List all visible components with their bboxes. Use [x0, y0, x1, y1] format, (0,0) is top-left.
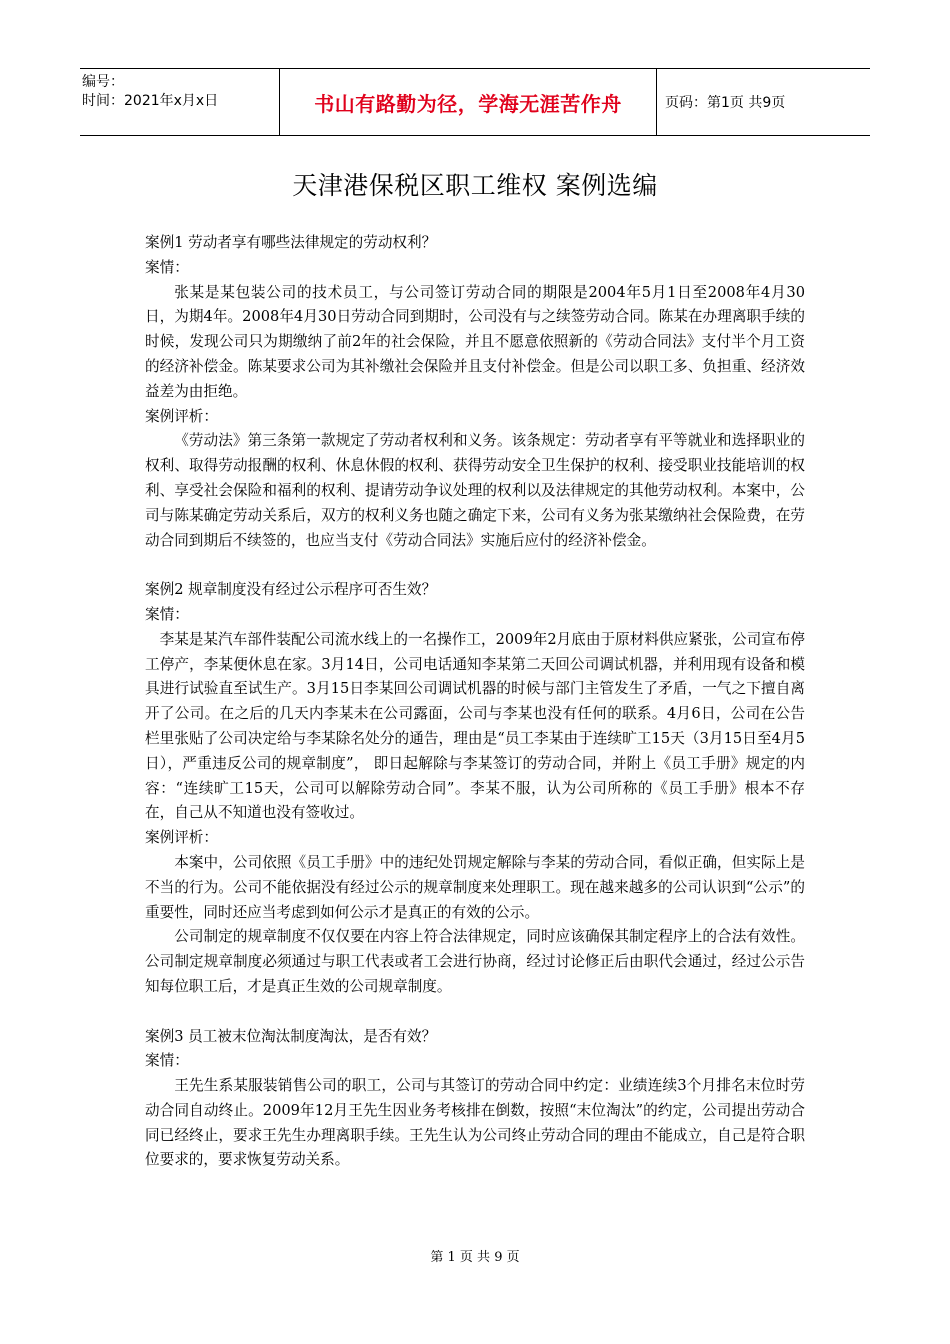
case-heading: 案例2 规章制度没有经过公示程序可否生效？: [145, 581, 437, 599]
section-gap: [145, 553, 805, 578]
case-facts-label: 案情：: [145, 605, 189, 623]
case-facts-paragraph: 王先生系某服装销售公司的职工，公司与其签订的劳动合同中约定：业绩连续3个月排名末位时劳动合同自动终止。2009年12月王先生因业务考核排在倒数，按照“末位淘汰”的约定，公司提出劳动合同已经终止，要求王先生办理离职手续。王先生认为公司终止劳动合同的理由不能成立，自己是符合职位要求的，要求恢复劳动关系。: [145, 1077, 805, 1169]
header-page-info: 页码：第1页 共9页: [665, 95, 786, 111]
case-heading: 案例3 员工被末位淘汰制度淘汰，是否有效？: [145, 1027, 437, 1045]
document-body: [145, 231, 805, 1173]
case-analysis-paragraph: 本案中，公司依照《员工手册》中的违纪处罚规定解除与李某的劳动合同，看似正确，但实际上是不当的行为。公司不能依据没有经过公示的规章制度来处理职工。现在越来越多的公司认识到“公示”的重要性，同时还应当考虑到如何公示才是真正的有效的公示。: [145, 853, 805, 921]
document-title: 天津港保税区职工维权 案例选编: [292, 171, 658, 200]
doc-date-label: 时间：2021年x月x日: [82, 93, 219, 109]
doc-number-label: 编号：: [82, 74, 124, 90]
case-analysis-label: 案例评析：: [145, 407, 218, 425]
case-facts-paragraph: 张某是某包装公司的技术员工，与公司签订劳动合同的期限是2004年5月1日至2008年4月30日，为期4年。2008年4月30日劳动合同到期时，公司没有与之续签劳动合同。陈某在办理离职手续的时候，发现公司只为期缴纳了前2年的社会保险，并且不愿意依照新的《劳动合同法》支付半个月工资的经济补偿金。陈某要求公司为其补缴社会保险并且支付补偿金。但是公司以职工多、负担重、经济效益差为由拒绝。: [145, 283, 805, 400]
header-motto: 书山有路勤为径，学海无涯苦作舟: [280, 69, 657, 135]
section-gap: [145, 1000, 805, 1025]
case-analysis-label: 案例评析：: [145, 829, 218, 847]
header-meta: [80, 69, 280, 135]
case-analysis-paragraph: 《劳动法》第三条第一款规定了劳动者权利和义务。该条规定：劳动者享有平等就业和选择职业的权利、取得劳动报酬的权利、休息休假的权利、获得劳动安全卫生保护的权利、接受职业技能培训的权利、享受社会保险和福利的权利、提请劳动争议处理的权利以及法律规定的其他劳动权利。本案中，公司与陈某确定劳动关系后，双方的权利义务也随之确定下来，公司有义务为张某缴纳社会保险费，在劳动合同到期后不续签的，也应当支付《劳动合同法》实施后应付的经济补偿金。: [145, 432, 805, 549]
case-facts-label: 案情：: [145, 1052, 189, 1070]
page-header: [80, 68, 870, 136]
case-analysis-paragraph: 公司制定的规章制度不仅仅要在内容上符合法律规定，同时应该确保其制定程序上的合法有效性。公司制定规章制度必须通过与职工代表或者工会进行协商，经过讨论修正后由职代会通过，经过公示告知每位职工后，才是真正生效的公司规章制度。: [145, 928, 805, 995]
case-facts-paragraph: 李某是某汽车部件装配公司流水线上的一名操作工，2009年2月底由于原材料供应紧张，公司宣布停工停产，李某便休息在家。3月14日，公司电话通知李某第二天回公司调试机器，并利用现有设备和模具进行试验直至试生产。3月15日李某回公司调试机器的时候与部门主管发生了矛盾，一气之下擅自离开了公司。在之后的几天内李某未在公司露面，公司与李某也没有任何的联系。4月6日，公司在公告栏里张贴了公司决定给与李某除名处分的通告，理由是“员工李某由于连续旷工15天（3月15日至4月5日），严重违反公司的规章制度”， 即日起解除与李某签订的劳动合同，并附上《员工手册》规定的内容：“连续旷工15天，公司可以解除劳动合同”。李某不服，认为公司所称的《员工手册》根本不存在，自己从不知道也没有签收过。: [145, 630, 805, 822]
case-heading: 案例1 劳动者享有哪些法律规定的劳动权利？: [145, 234, 437, 251]
case-facts-label: 案情：: [145, 258, 189, 276]
page-footer: 第 1 页 共 9 页: [430, 1250, 520, 1265]
